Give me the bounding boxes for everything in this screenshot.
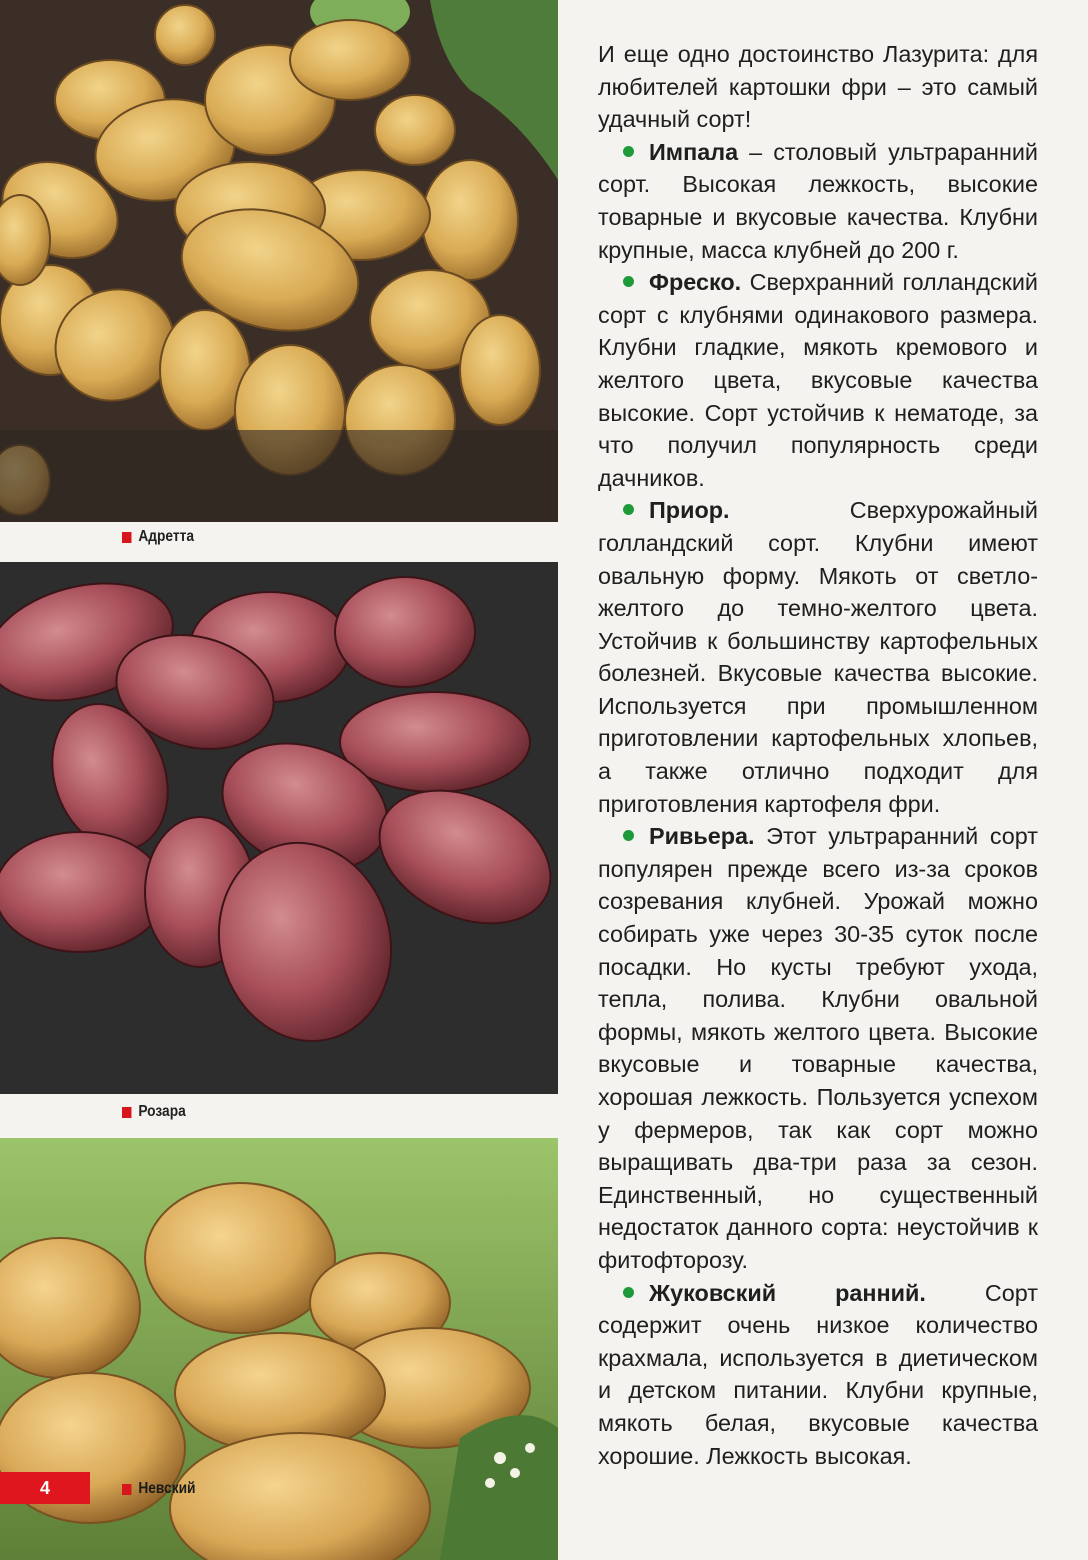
bullet-icon [623, 276, 634, 287]
intro-paragraph: И еще одно достоинство Лазурита: для любителей картошки фри – это самый удачный сорт! [598, 41, 1038, 133]
variety-text: Сверхранний голландский сорт с клубнями одинакового размера. Клубни гладкие, мякоть кремового и желтого цвета, вкусовые качества высокие. Сорт устойчив к нематоде, за что получил популярность среди дачников. [598, 269, 1038, 491]
variety-text: Сорт содержит очень низкое количество крахмала, используется в диетическом и детском питании. Клубни крупные, мякоть белая, вкусовые качества хорошие. Лежкость высокая. [598, 1279, 1038, 1469]
variety-name: Импала [649, 138, 739, 165]
variety-zhukovsky [598, 1277, 1038, 1473]
variety-riviera [598, 820, 1038, 1276]
article-text [598, 38, 1038, 1472]
variety-name: Жуковский ранний. [649, 1279, 926, 1306]
variety-name: Фреско. [649, 269, 742, 296]
red-square-icon [122, 1107, 131, 1118]
caption-text: Невский [138, 1480, 196, 1497]
variety-text: – столовый ультраранний сорт. Высокая лежкость, высокие товарные и вкусовые качества. Клубни крупные, масса клубней до 200 г. [598, 138, 1038, 263]
bullet-icon [623, 1287, 634, 1298]
photo-rozara-potatoes [0, 562, 558, 1094]
variety-impala [598, 136, 1038, 266]
variety-name: Ривьера. [649, 823, 755, 850]
variety-name: Приор. [649, 497, 730, 524]
bullet-icon [623, 504, 634, 515]
caption-nevsky [122, 1480, 196, 1498]
caption-rozara [122, 1103, 186, 1121]
red-square-icon [122, 532, 131, 543]
variety-text: Сверхурожайный голландский сорт. Клубни имеют овальную форму. Мякоть от светло-желтого до темно-желтого цвета. Устойчив к большинству картофельных болезней. Вкусовые качества высокие. Используется при промышленном приготовлении картофельных хлопьев, а также отлично подходит для приготовления картофеля фри. [598, 497, 1038, 817]
photo-adretta-potatoes [0, 0, 558, 522]
page-number: 4 [0, 1472, 90, 1504]
caption-text: Адретта [138, 528, 195, 545]
variety-prior [598, 494, 1038, 820]
bullet-icon [623, 146, 634, 157]
variety-text: Этот ультраранний сорт популярен прежде всего из-за сроков созревания клубней. Урожай можно собирать уже через 30-35 суток после посадки. Но кусты требуют ухода, тепла, полива. Клубни овальной формы, мякоть желтого цвета. Высокие вкусовые и товарные качества, хорошая лежкость. Пользуется успехом у фермеров, так как сорт можно выращивать два-три раза за сезон. Единственный, но существенный недостаток данного сорта: неустойчив к фитофторозу. [598, 823, 1038, 1273]
caption-adretta [122, 528, 194, 546]
red-square-icon [122, 1484, 131, 1495]
bullet-icon [623, 830, 634, 841]
caption-text: Розара [138, 1103, 186, 1120]
variety-fresco [598, 266, 1038, 494]
